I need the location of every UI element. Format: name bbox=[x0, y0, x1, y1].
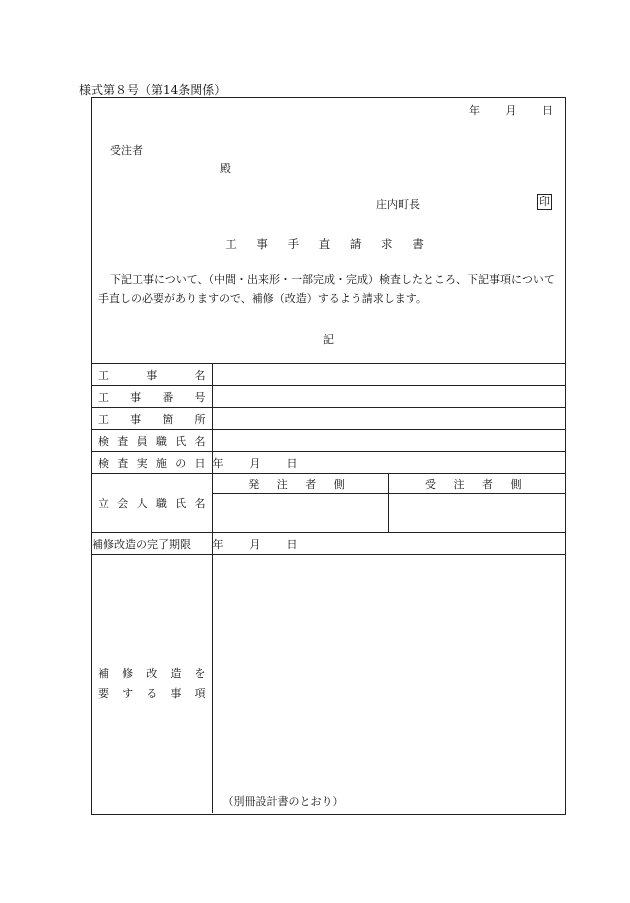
row-work-number bbox=[92, 386, 565, 408]
label-work-number bbox=[92, 386, 212, 408]
char: の bbox=[175, 456, 187, 470]
repair-items-field[interactable] bbox=[212, 555, 565, 813]
label-inspector bbox=[92, 430, 212, 452]
char: 工 bbox=[98, 412, 109, 426]
label-witness bbox=[92, 474, 212, 533]
work-name-field[interactable] bbox=[212, 364, 565, 386]
char: 工 bbox=[98, 390, 109, 404]
char: 箇 bbox=[162, 412, 174, 426]
char: 検 bbox=[98, 456, 109, 470]
char: 名 bbox=[194, 434, 206, 448]
char: 工 bbox=[98, 368, 109, 382]
items-note: （別冊設計書のとおり） bbox=[222, 794, 344, 808]
date-day: 日 bbox=[286, 537, 298, 551]
char: る bbox=[146, 686, 158, 700]
char: 事 bbox=[130, 390, 142, 404]
issuer-name: 庄内町長 bbox=[376, 198, 420, 211]
contractor-witness-field[interactable] bbox=[388, 494, 565, 533]
inspector-field[interactable] bbox=[212, 430, 565, 452]
char: 事 bbox=[170, 686, 182, 700]
char: 氏 bbox=[175, 497, 187, 510]
char: 要 bbox=[98, 686, 109, 700]
char: 員 bbox=[136, 434, 148, 448]
date-month: 月 bbox=[505, 104, 517, 117]
char: を bbox=[194, 666, 206, 680]
row-inspector bbox=[92, 430, 565, 452]
char: 実 bbox=[136, 456, 148, 470]
char: 事 bbox=[130, 412, 142, 426]
char: 立 bbox=[98, 497, 109, 510]
form-number: 様式第８号（第14条関係） bbox=[79, 83, 227, 97]
char: 人 bbox=[136, 497, 148, 510]
issue-date bbox=[447, 102, 553, 118]
seal-mark: 印 bbox=[539, 195, 550, 208]
form-header bbox=[92, 98, 565, 363]
row-repair-items bbox=[92, 555, 565, 813]
document-title: 工 事 手 直 請 求 書 bbox=[225, 237, 432, 251]
char: 名 bbox=[194, 368, 206, 382]
ki-marker: 記 bbox=[323, 333, 334, 346]
char: 番 bbox=[162, 390, 174, 404]
char: 査 bbox=[117, 434, 129, 448]
char: 検 bbox=[98, 434, 109, 448]
label-deadline: 補修改造の完了期限 bbox=[92, 533, 212, 555]
char: 項 bbox=[194, 686, 206, 700]
work-number-field[interactable] bbox=[212, 386, 565, 408]
char: 査 bbox=[117, 456, 129, 470]
orderer-witness-field[interactable] bbox=[212, 494, 388, 533]
char: 職 bbox=[155, 434, 167, 448]
char: 改 bbox=[146, 666, 158, 680]
row-witness-header bbox=[92, 474, 565, 494]
inspection-date-field[interactable] bbox=[212, 452, 565, 474]
char: 号 bbox=[194, 390, 206, 404]
honorific: 殿 bbox=[220, 162, 231, 175]
char: 造 bbox=[170, 666, 182, 680]
request-body: 下記工事について、（中間・出来形・一部完成・完成）検査したところ、下記事項について手直しの必要がありますので、補修（改造）するよう請求します。 bbox=[98, 273, 555, 305]
recipient-label: 受注者 bbox=[110, 144, 143, 157]
details-table bbox=[92, 363, 565, 813]
date-month: 月 bbox=[249, 456, 261, 470]
contractor-side-header: 受 注 者 側 bbox=[388, 474, 565, 494]
label-inspection-date bbox=[92, 452, 212, 474]
char: 所 bbox=[194, 412, 206, 426]
row-inspection-date bbox=[92, 452, 565, 474]
char: 事 bbox=[146, 368, 158, 382]
label-repair-items bbox=[92, 555, 212, 813]
row-work-name bbox=[92, 364, 565, 386]
date-day: 日 bbox=[542, 104, 553, 117]
row-deadline bbox=[92, 533, 565, 555]
orderer-side-header: 発 注 者 側 bbox=[212, 474, 388, 494]
char: 補 bbox=[98, 666, 109, 680]
request-form bbox=[91, 97, 566, 815]
date-year: 年 bbox=[212, 537, 224, 551]
char: 会 bbox=[117, 497, 129, 510]
date-month: 月 bbox=[249, 537, 261, 551]
date-year: 年 bbox=[212, 456, 224, 470]
char: す bbox=[122, 686, 134, 700]
date-year: 年 bbox=[469, 104, 480, 117]
char: 施 bbox=[155, 456, 167, 470]
label-work-name bbox=[92, 364, 212, 386]
label-work-location bbox=[92, 408, 212, 430]
row-work-location bbox=[92, 408, 565, 430]
date-day: 日 bbox=[286, 456, 298, 470]
char: 日 bbox=[194, 456, 206, 470]
char: 氏 bbox=[175, 434, 187, 448]
deadline-field[interactable] bbox=[212, 533, 565, 555]
char: 名 bbox=[194, 497, 206, 510]
char: 修 bbox=[122, 666, 134, 680]
char: 職 bbox=[155, 497, 167, 510]
work-location-field[interactable] bbox=[212, 408, 565, 430]
